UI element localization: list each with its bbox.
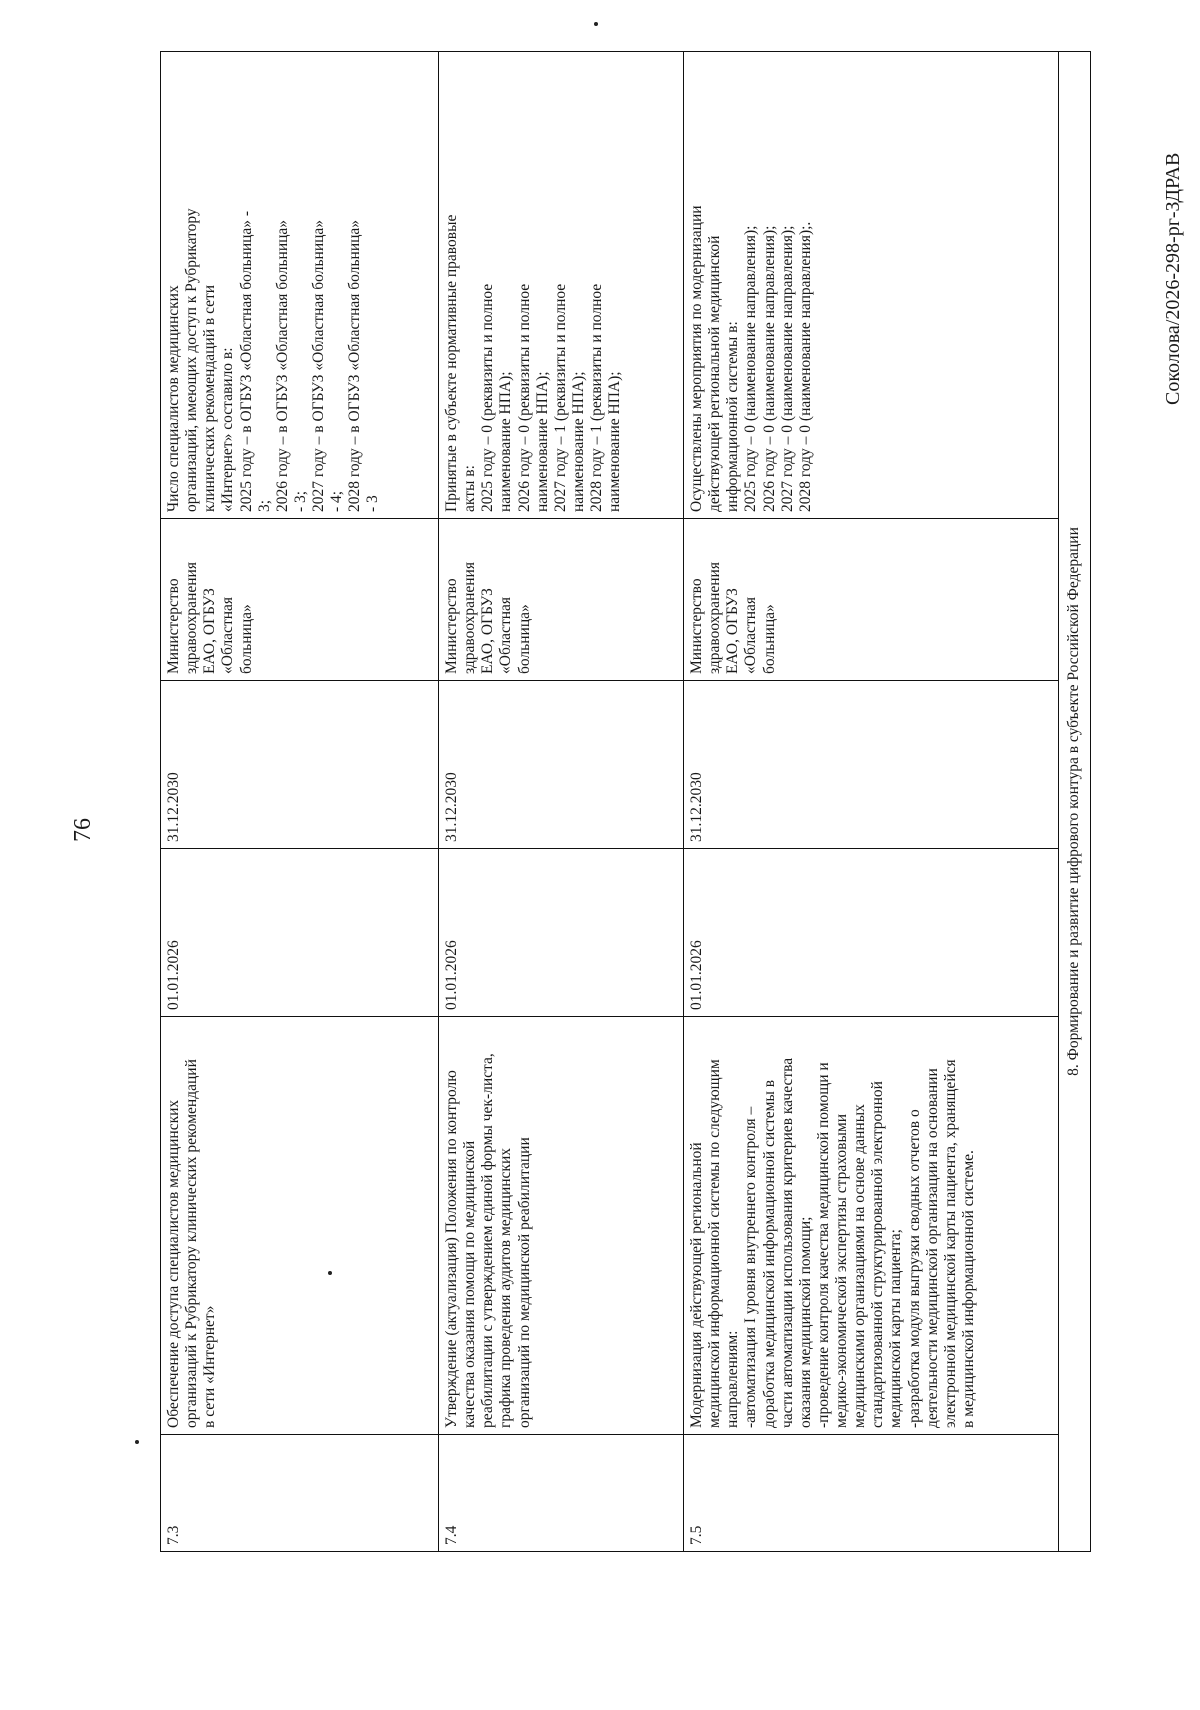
scan-speck xyxy=(328,1271,332,1275)
result-cell xyxy=(161,52,439,519)
event-cell-line: организаций к Рубрикатору клинических рекомендаций xyxy=(183,1059,201,1428)
end-date-cell: 31.12.2030 xyxy=(161,681,439,849)
responsible-cell-line: здравоохранения xyxy=(183,562,201,674)
responsible-cell xyxy=(439,519,684,681)
event-cell-line: организаций по медицинской реабилитации xyxy=(515,1137,533,1428)
result-cell-line: акты в: xyxy=(461,465,479,512)
row-number-cell: 7.5 xyxy=(684,1435,1059,1552)
responsible-cell-line: Министерство xyxy=(688,578,705,674)
event-cell-line: доработка медицинской информационной системы в xyxy=(760,1079,778,1428)
section-heading-row xyxy=(1059,52,1091,1552)
end-date-cell: 31.12.2030 xyxy=(684,681,1059,849)
document-registration-code: Соколова/2026-298-рг-ЗДРАВ xyxy=(1162,152,1184,405)
responsible-cell-line: Министерство xyxy=(443,578,460,674)
result-cell-line: 2026 году – в ОГБУЗ «Областная больница» xyxy=(273,219,291,512)
activities-table xyxy=(160,51,1091,1552)
result-cell-line: наименование НПА); xyxy=(533,371,551,512)
responsible-cell-line: ЕАО, ОГБУЗ xyxy=(201,588,219,674)
event-cell-line: направлениям: xyxy=(724,1330,742,1428)
result-cell-line: 2027 году – 0 (наименование направления); xyxy=(778,225,796,512)
responsible-cell-line: здравоохранения xyxy=(461,562,479,674)
row-number-cell: 7.4 xyxy=(439,1435,684,1552)
result-cell-line: 2026 году – 0 (реквизиты и полное xyxy=(515,283,533,512)
result-cell-line: «Интернет» составило в: xyxy=(219,347,237,512)
result-cell-line: информационной системы в: xyxy=(724,321,742,512)
table-row xyxy=(684,52,1059,1552)
section-heading: 8. Формирование и развитие цифрового контура в субъекте Российской Федерации xyxy=(1059,52,1091,1552)
event-cell-line: Обеспечение доступа специалистов медицинских xyxy=(165,1099,182,1428)
end-date-cell: 31.12.2030 xyxy=(439,681,684,849)
event-cell-line: медицинскими организациями на основе данных xyxy=(851,1104,869,1428)
responsible-cell xyxy=(684,519,1059,681)
event-cell xyxy=(161,1017,439,1435)
responsible-cell-line: больница» xyxy=(237,604,255,674)
result-cell-line: Осуществлены мероприятия по модернизации xyxy=(688,205,705,512)
event-cell-line: графика проведения аудитов медицинских xyxy=(497,1148,515,1428)
event-cell-line: медицинской информационной системы по следующим xyxy=(706,1059,724,1428)
table-row xyxy=(439,52,684,1552)
event-cell-line: части автоматизации использования критериев качества xyxy=(778,1057,796,1428)
result-cell-line: 2028 году – 0 (наименование направления);. xyxy=(796,221,814,512)
result-cell xyxy=(439,52,684,519)
result-cell xyxy=(684,52,1059,519)
event-cell-line: -разработка модуля выгрузки сводных отчетов о xyxy=(905,1109,923,1428)
responsible-cell-line: здравоохранения xyxy=(706,562,724,674)
result-cell-line: 2026 году – 0 (наименование направления); xyxy=(760,225,778,512)
responsible-cell-line: ЕАО, ОГБУЗ xyxy=(724,588,742,674)
event-cell-line: качества оказания помощи по медицинской xyxy=(461,1140,479,1428)
event-cell-line: электронной медицинской карты пациента, хранящейся xyxy=(941,1059,959,1428)
result-cell-line: Принятые в субъекте нормативные правовые xyxy=(443,214,460,512)
result-cell-line: наименование НПА); xyxy=(569,371,587,512)
event-cell-line: Модернизация действующей региональной xyxy=(688,1142,705,1428)
event-cell-line: -автоматизация I уровня внутреннего контроля – xyxy=(742,1106,760,1428)
scan-speck xyxy=(135,1440,139,1444)
result-cell-line: - 3 xyxy=(364,495,382,512)
start-date-cell: 01.01.2026 xyxy=(439,849,684,1017)
event-cell-line: -проведение контроля качества медицинской помощи и xyxy=(814,1062,832,1428)
responsible-cell-line: больница» xyxy=(760,604,778,674)
result-cell-line: 2027 году – в ОГБУЗ «Областная больница» xyxy=(310,219,327,512)
result-cell-line: организаций, имеющих доступ к Рубрикатору xyxy=(183,208,201,512)
event-cell-line: медицинской карты пациента; xyxy=(887,1229,905,1428)
result-cell-line: действующей региональной медицинской xyxy=(706,235,724,512)
responsible-cell xyxy=(161,519,439,681)
responsible-cell-line: «Областная xyxy=(497,596,515,674)
event-cell xyxy=(439,1017,684,1435)
start-date-cell: 01.01.2026 xyxy=(684,849,1059,1017)
event-cell-line: оказания медицинской помощи; xyxy=(796,1216,814,1428)
result-cell-line: 2025 году – в ОГБУЗ «Областная больница» - xyxy=(237,210,255,512)
responsible-cell-line: ЕАО, ОГБУЗ xyxy=(479,588,497,674)
event-cell-line: Утверждение (актуализация) Положения по контролю xyxy=(443,1070,460,1428)
table-row xyxy=(161,52,439,1552)
event-cell-line: стандартизованной структурированной электронной xyxy=(869,1081,887,1428)
rotated-table-container xyxy=(160,52,1090,1552)
result-cell-line: 2027 году – 1 (реквизиты и полное xyxy=(551,283,569,512)
result-cell-line: 3; xyxy=(255,499,273,512)
event-cell-line: реабилитации с утверждением единой формы чек-листа, xyxy=(479,1053,497,1428)
result-cell-line: 2028 году – 1 (реквизиты и полное xyxy=(588,283,605,512)
result-cell-line: Число специалистов медицинских xyxy=(165,285,182,512)
responsible-cell-line: больница» xyxy=(515,604,533,674)
page-number: 76 xyxy=(70,818,96,842)
event-cell-line: в медицинской информационной системе. xyxy=(959,1150,977,1428)
event-cell xyxy=(684,1017,1059,1435)
result-cell-line: - 4; xyxy=(328,490,346,512)
responsible-cell-line: «Областная xyxy=(219,596,237,674)
result-cell-line: 2028 году – в ОГБУЗ «Областная больница» xyxy=(346,219,364,512)
result-cell-line: наименование НПА); xyxy=(606,371,624,512)
event-cell-line: в сети «Интернет» xyxy=(201,1305,219,1428)
start-date-cell: 01.01.2026 xyxy=(161,849,439,1017)
result-cell-line: - 3; xyxy=(291,490,309,512)
scan-speck xyxy=(594,22,598,26)
table-body xyxy=(161,52,1091,1552)
result-cell-line: 2025 году – 0 (наименование направления); xyxy=(742,225,760,512)
responsible-cell-line: Министерство xyxy=(165,578,182,674)
event-cell-line: деятельности медицинской организации на основании xyxy=(923,1068,941,1428)
result-cell-line: наименование НПА); xyxy=(497,371,515,512)
row-number-cell: 7.3 xyxy=(161,1435,439,1552)
event-cell-line: медико-экономической экспертизы страховыми xyxy=(833,1113,850,1428)
result-cell-line: 2025 году – 0 (реквизиты и полное xyxy=(479,283,497,512)
responsible-cell-line: «Областная xyxy=(742,596,760,674)
result-cell-line: клинических рекомендаций в сети xyxy=(201,284,219,512)
